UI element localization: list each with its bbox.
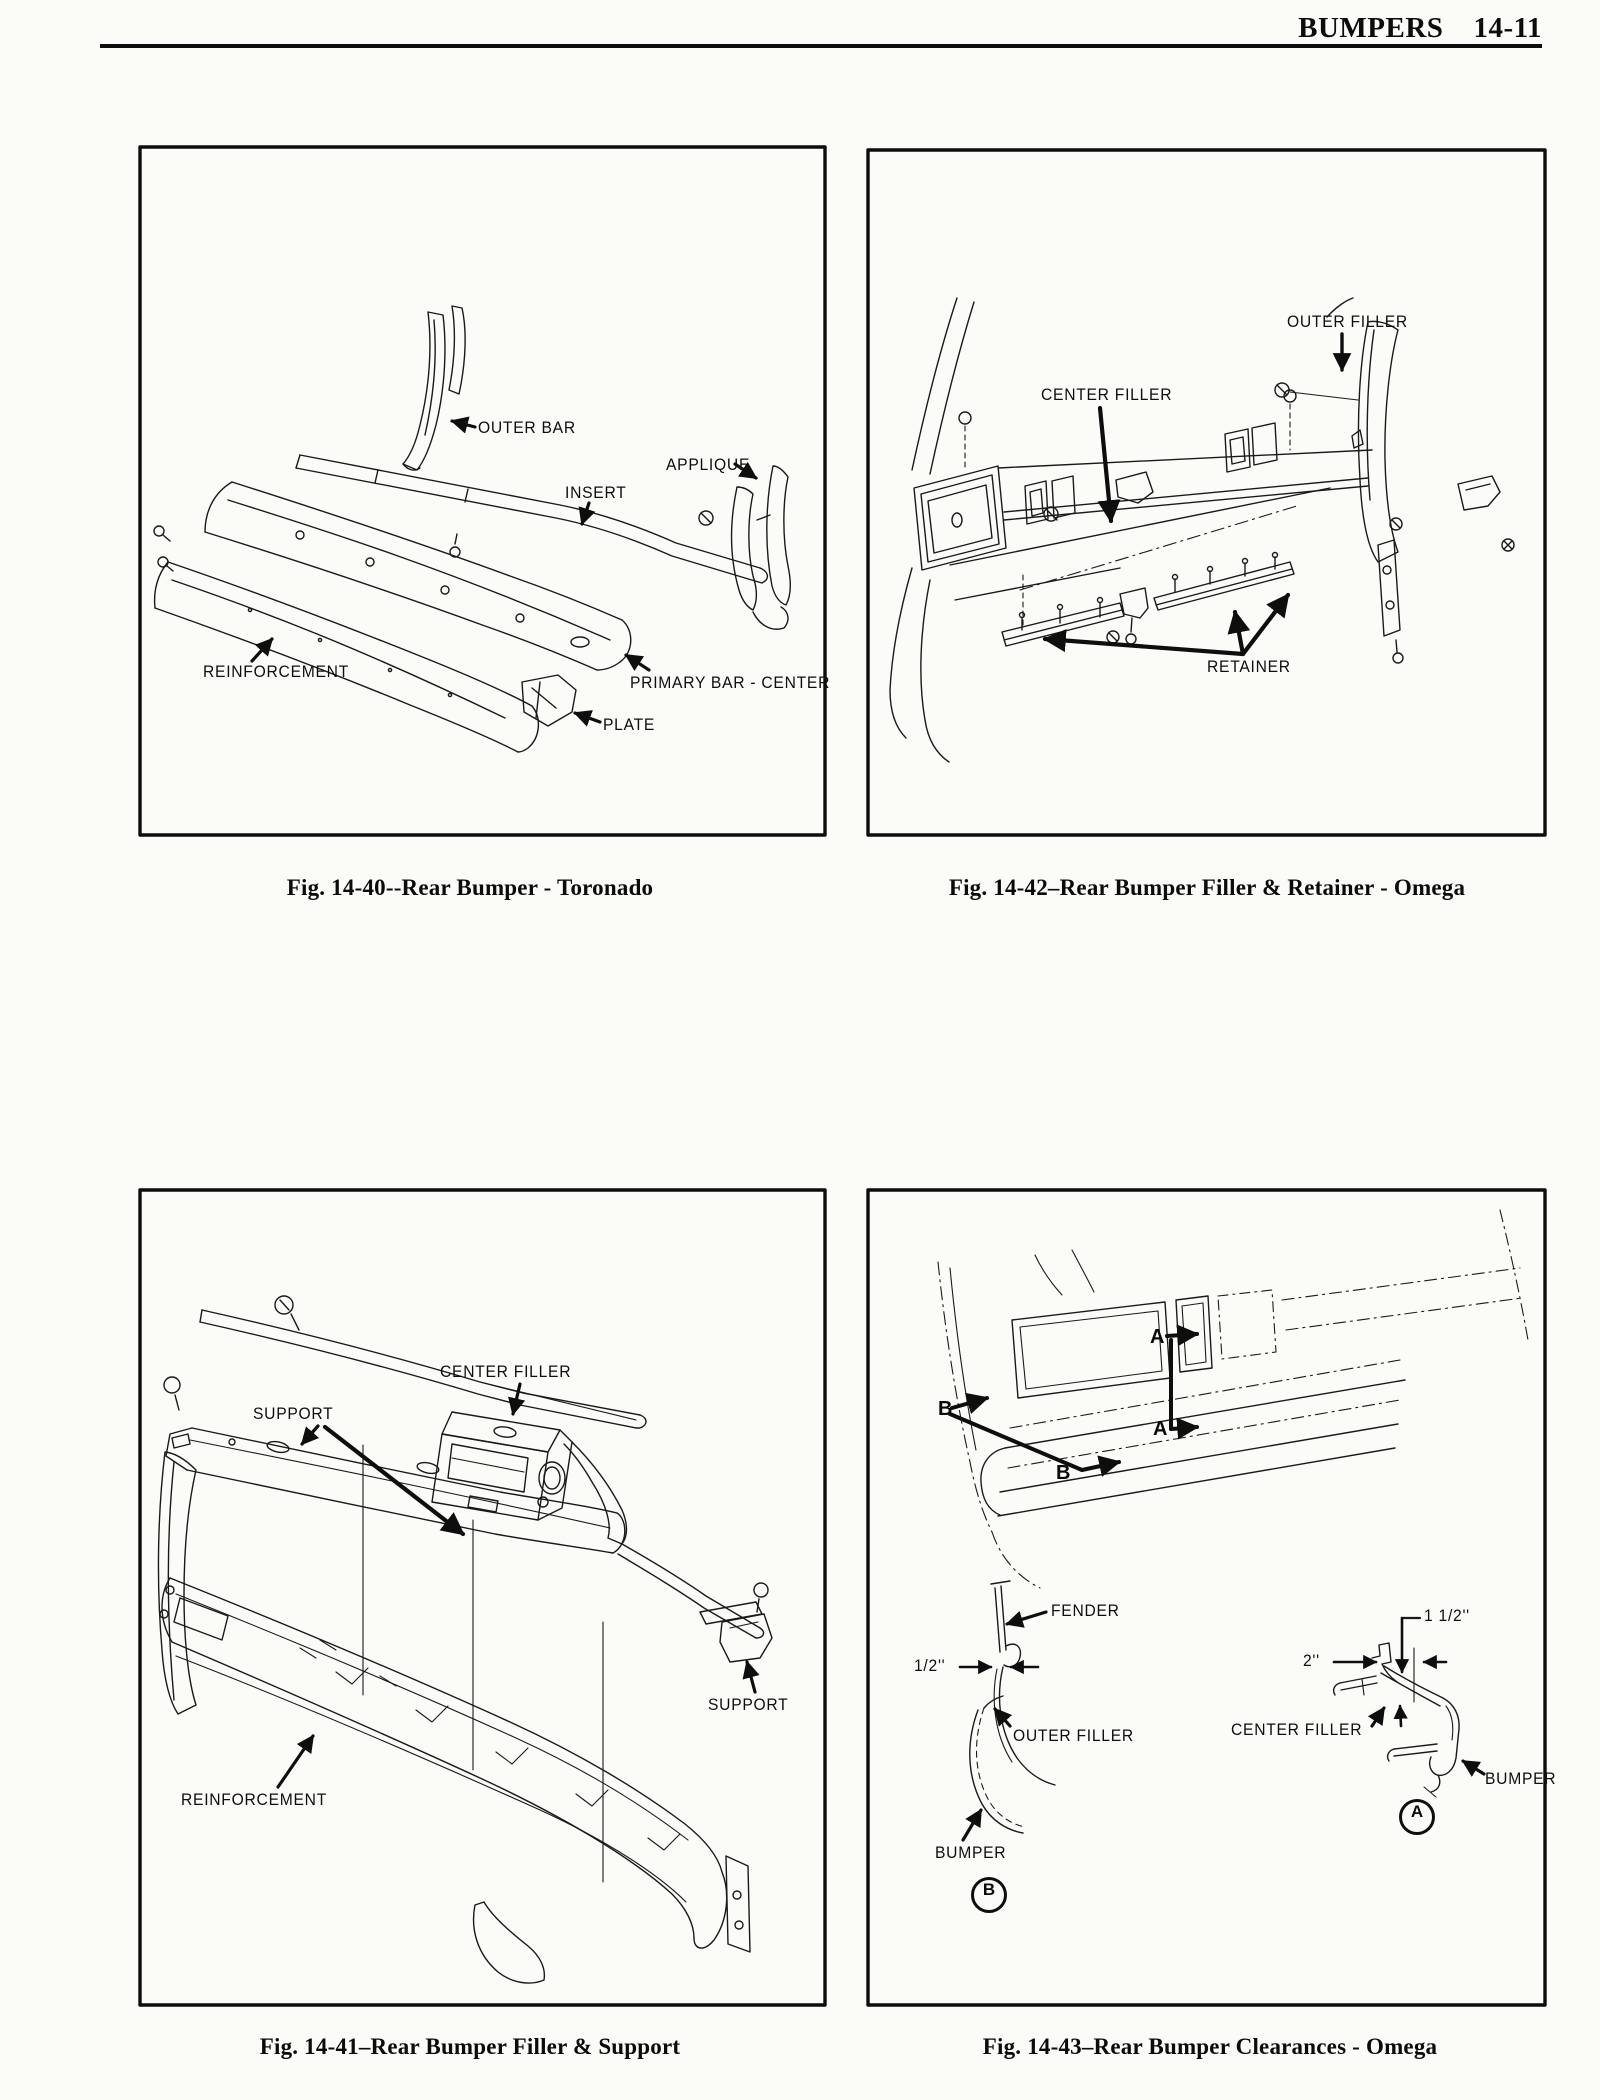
label-bumper-right: BUMPER (1485, 1769, 1557, 1788)
section-circle-a: A (1399, 1799, 1435, 1835)
marker-a-lower: A (1153, 1418, 1168, 1440)
label-fender: FENDER (1051, 1601, 1120, 1620)
label-center-filler: CENTER FILLER (1041, 385, 1173, 404)
fig-14-41-drawing (158, 1296, 772, 1983)
caption-fig-14-43: Fig. 14-43–Rear Bumper Clearances - Omega (982, 2034, 1438, 2059)
label-outer-bar: OUTER BAR (478, 418, 576, 437)
label-insert: INSERT (565, 483, 627, 502)
caption-fig-14-40: Fig. 14-40--Rear Bumper - Toronado (286, 875, 654, 900)
label-dim-one-and-half-inch: 1 1/2'' (1424, 1606, 1470, 1625)
label-reinforcement: REINFORCEMENT (203, 662, 349, 681)
caption-fig-14-41: Fig. 14-41–Rear Bumper Filler & Support (259, 2034, 681, 2059)
label-reinforcement-41: REINFORCEMENT (181, 1790, 327, 1809)
label-outer-filler: OUTER FILLER (1287, 312, 1408, 331)
section-circle-b: B (971, 1877, 1007, 1913)
label-center-filler-43: CENTER FILLER (1231, 1720, 1363, 1739)
label-dim-two-inch: 2'' (1303, 1651, 1320, 1670)
label-retainer: RETAINER (1207, 657, 1291, 676)
label-support-upper: SUPPORT (253, 1404, 334, 1423)
label-bumper-left: BUMPER (935, 1843, 1007, 1862)
label-support-lower: SUPPORT (708, 1695, 789, 1714)
label-outer-filler-43: OUTER FILLER (1013, 1726, 1134, 1745)
marker-a-upper: A (1150, 1326, 1165, 1348)
label-center-filler-41: CENTER FILLER (440, 1362, 572, 1381)
label-plate: PLATE (603, 715, 656, 734)
caption-fig-14-42: Fig. 14-42–Rear Bumper Filler & Retainer - Omega (948, 875, 1466, 900)
fig-14-42-drawing (890, 298, 1514, 762)
marker-b-left: B (938, 1398, 953, 1420)
header-page-number: 14-11 (1473, 12, 1542, 44)
marker-b-lower: B (1056, 1462, 1071, 1484)
label-dim-half-inch: 1/2'' (914, 1656, 946, 1675)
label-primary-bar-center: PRIMARY BAR - CENTER (630, 673, 831, 692)
header-section: BUMPERS (1298, 12, 1444, 44)
label-applique: APPLIQUE (666, 455, 751, 474)
